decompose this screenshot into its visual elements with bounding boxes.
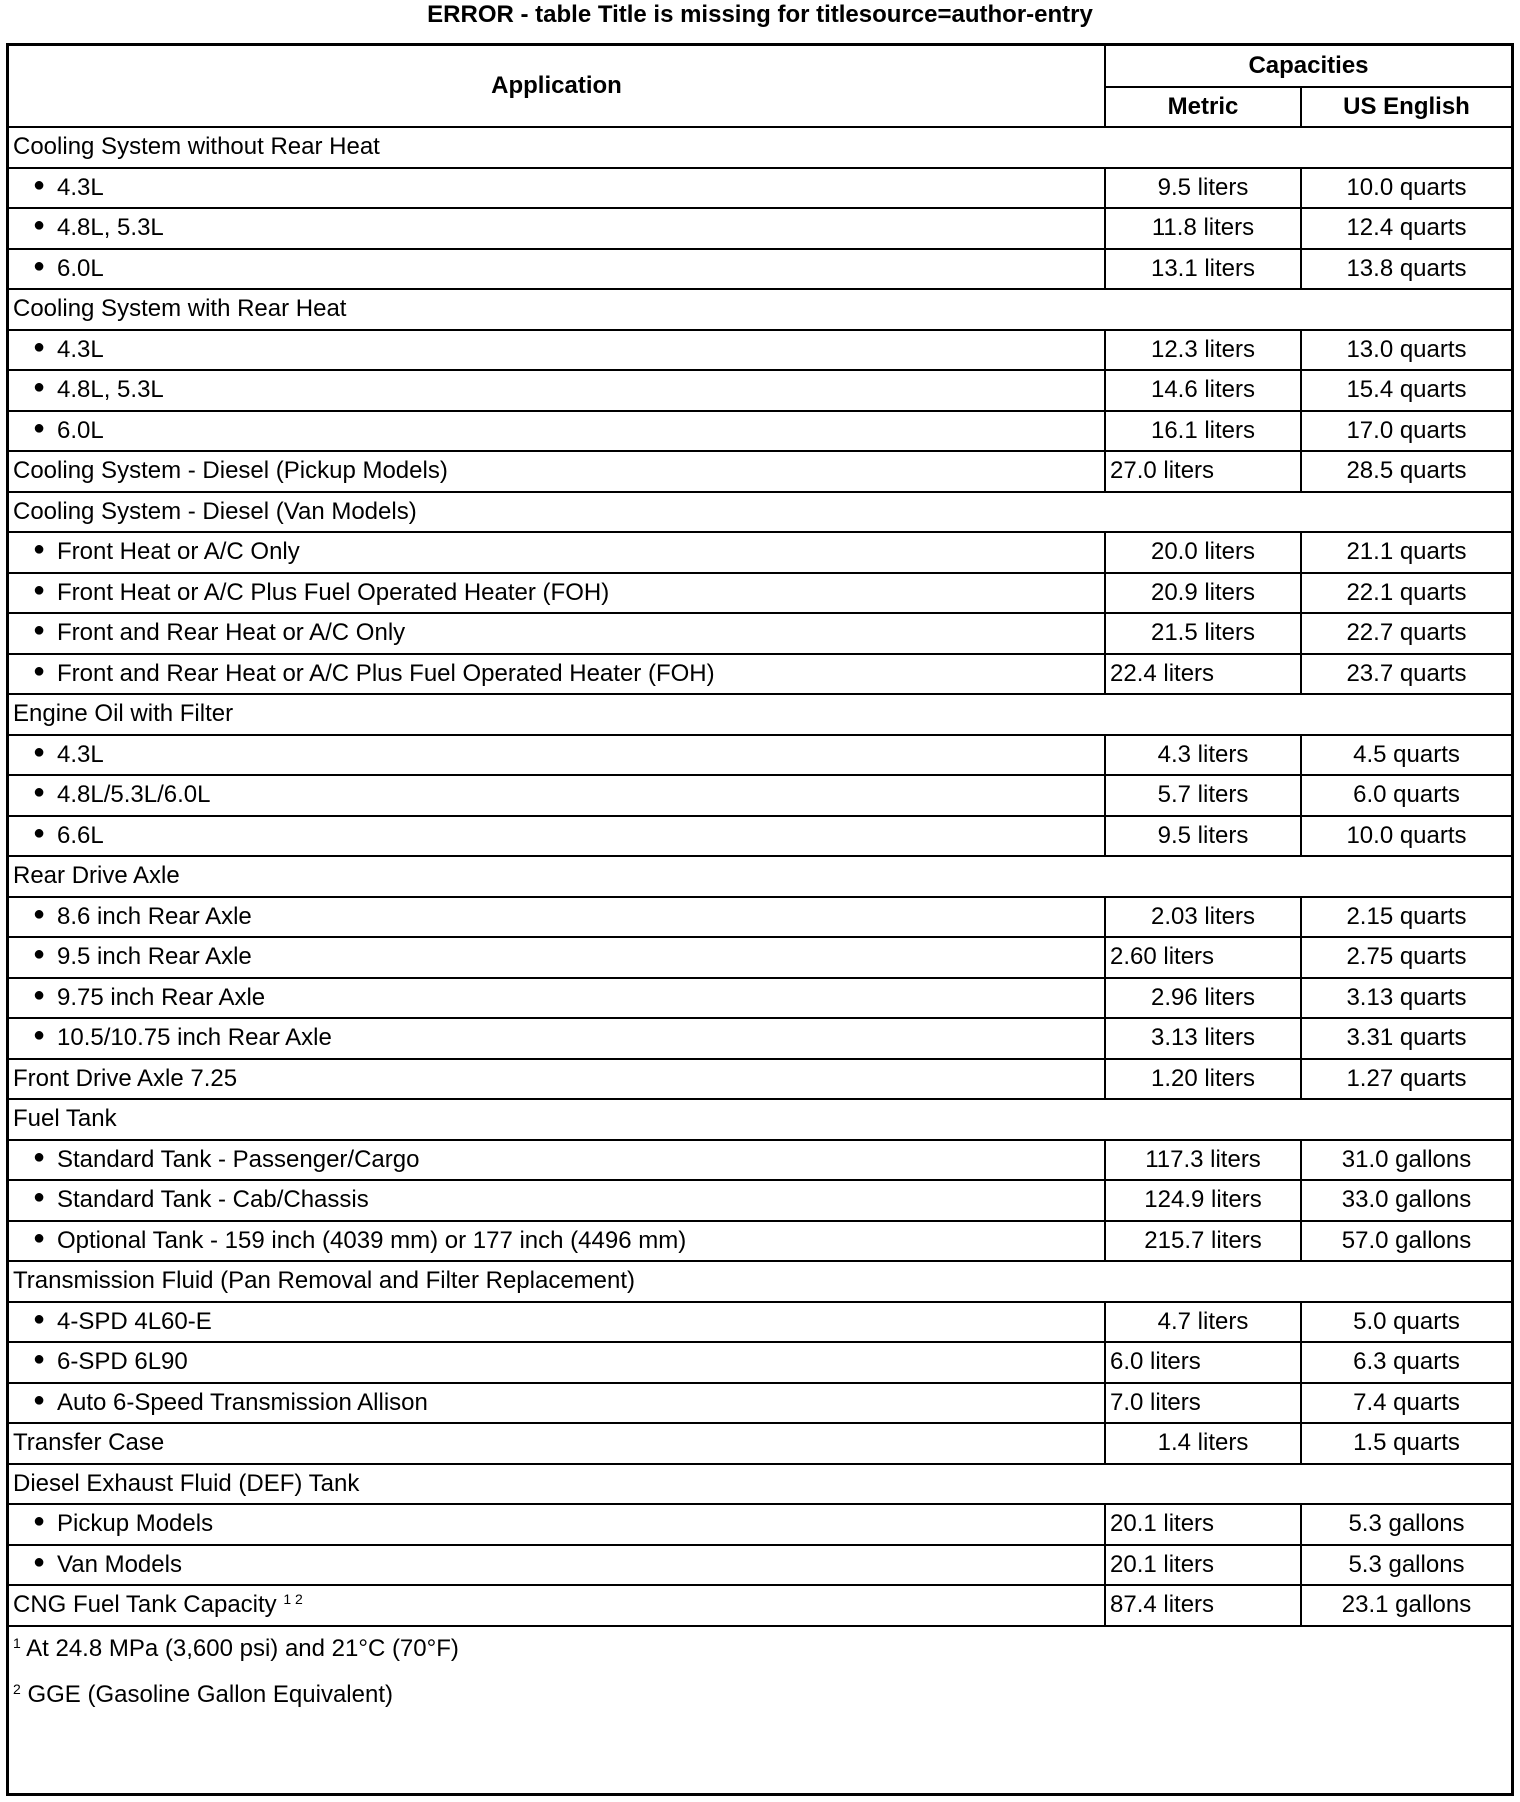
item-label: 9.5 inch Rear Axle [57, 943, 252, 971]
item-cell [9, 370, 1105, 411]
bullet-icon: ● [33, 376, 46, 399]
bullet-icon: ● [33, 1145, 46, 1168]
group-label: Transmission Fluid (Pan Removal and Filter Replacement) [9, 1261, 1511, 1302]
table-row [9, 451, 1511, 492]
bullet-icon: ● [33, 659, 46, 682]
metric-value: 9.5 liters [1105, 168, 1301, 209]
us-value: 12.4 quarts [1301, 208, 1511, 249]
metric-header: Metric [1105, 87, 1301, 128]
table-row [9, 775, 1511, 816]
table-row [9, 289, 1511, 330]
item-cell [9, 1545, 1105, 1586]
us-value: 6.3 quarts [1301, 1342, 1511, 1383]
item-label: Pickup Models [57, 1510, 214, 1538]
bullet-icon: ● [33, 1307, 46, 1330]
bullet-icon: ● [33, 983, 46, 1006]
table-row [9, 127, 1511, 168]
metric-value: 20.1 liters [1105, 1545, 1301, 1586]
item-cell [9, 168, 1105, 209]
table-row [9, 1261, 1511, 1302]
bullet-icon: ● [33, 1186, 46, 1209]
item-cell [9, 411, 1105, 452]
table-row [9, 492, 1511, 533]
table-row [9, 208, 1511, 249]
item-cell [9, 1018, 1105, 1059]
item-cell [9, 775, 1105, 816]
metric-value: 20.0 liters [1105, 532, 1301, 573]
item-cell [9, 978, 1105, 1019]
group-label [9, 1585, 1105, 1626]
footnote-row [9, 1672, 1511, 1718]
us-value: 23.1 gallons [1301, 1585, 1511, 1626]
item-cell [9, 1342, 1105, 1383]
application-header: Application [9, 46, 1105, 127]
item-label: CNG Fuel Tank Capacity [13, 1591, 277, 1619]
table-row [9, 1059, 1511, 1100]
us-value: 23.7 quarts [1301, 654, 1511, 695]
metric-value: 13.1 liters [1105, 249, 1301, 290]
group-label: Front Drive Axle 7.25 [9, 1059, 1105, 1100]
bullet-icon: ● [33, 254, 46, 277]
table-row [9, 1464, 1511, 1505]
table-row [9, 1504, 1511, 1545]
us-value: 5.0 quarts [1301, 1302, 1511, 1343]
item-label: Front and Rear Heat or A/C Plus Fuel Operated Heater (FOH) [57, 659, 715, 687]
table-row [9, 330, 1511, 371]
footnote-text: GGE (Gasoline Gallon Equivalent) [27, 1680, 393, 1708]
metric-value: 2.03 liters [1105, 897, 1301, 938]
group-label: Engine Oil with Filter [9, 694, 1511, 735]
item-cell [9, 1180, 1105, 1221]
item-label: 8.6 inch Rear Axle [57, 902, 252, 930]
group-label: Cooling System with Rear Heat [9, 289, 1511, 330]
item-cell [9, 532, 1105, 573]
metric-value: 20.1 liters [1105, 1504, 1301, 1545]
metric-value: 22.4 liters [1105, 654, 1301, 695]
us-value: 13.0 quarts [1301, 330, 1511, 371]
item-label: 4.8L/5.3L/6.0L [57, 781, 211, 809]
footnote-mark: 2 [13, 1680, 21, 1697]
metric-value: 1.20 liters [1105, 1059, 1301, 1100]
item-label: Front and Rear Heat or A/C Only [57, 619, 406, 647]
bullet-icon: ● [33, 173, 46, 196]
bullet-icon: ● [33, 335, 46, 358]
metric-value: 14.6 liters [1105, 370, 1301, 411]
group-label: Transfer Case [9, 1423, 1105, 1464]
table-row [9, 654, 1511, 695]
item-label: Van Models [57, 1550, 182, 1578]
table-row [9, 816, 1511, 857]
us-value: 17.0 quarts [1301, 411, 1511, 452]
item-label: 9.75 inch Rear Axle [57, 983, 266, 1011]
group-label: Cooling System - Diesel (Van Models) [9, 492, 1511, 533]
us-value: 57.0 gallons [1301, 1221, 1511, 1262]
bullet-icon: ● [33, 1226, 46, 1249]
us-value: 31.0 gallons [1301, 1140, 1511, 1181]
us-value: 33.0 gallons [1301, 1180, 1511, 1221]
table-row [9, 694, 1511, 735]
item-cell [9, 816, 1105, 857]
table-row [9, 1342, 1511, 1383]
us-value: 3.31 quarts [1301, 1018, 1511, 1059]
item-cell [9, 937, 1105, 978]
us-value: 1.5 quarts [1301, 1423, 1511, 1464]
bullet-icon: ● [33, 1388, 46, 1411]
footnote [9, 1626, 1511, 1672]
metric-value: 20.9 liters [1105, 573, 1301, 614]
item-cell [9, 654, 1105, 695]
metric-value: 2.96 liters [1105, 978, 1301, 1019]
table-row [9, 532, 1511, 573]
table-row [9, 1302, 1511, 1343]
group-label: Cooling System without Rear Heat [9, 127, 1511, 168]
metric-value: 16.1 liters [1105, 411, 1301, 452]
table-row [9, 856, 1511, 897]
table-row [9, 1099, 1511, 1140]
metric-value: 5.7 liters [1105, 775, 1301, 816]
us-value: 22.7 quarts [1301, 613, 1511, 654]
table-row [9, 411, 1511, 452]
us-value: 13.8 quarts [1301, 249, 1511, 290]
group-label: Cooling System - Diesel (Pickup Models) [9, 451, 1105, 492]
table-row [9, 1180, 1511, 1221]
metric-value: 27.0 liters [1105, 451, 1301, 492]
us-value: 4.5 quarts [1301, 735, 1511, 776]
table-row [9, 1018, 1511, 1059]
item-label: Auto 6-Speed Transmission Allison [57, 1388, 428, 1416]
us-value: 10.0 quarts [1301, 168, 1511, 209]
table-row [9, 370, 1511, 411]
item-label: 6.0L [57, 416, 104, 444]
item-cell [9, 573, 1105, 614]
item-cell [9, 1140, 1105, 1181]
item-label: 4.8L, 5.3L [57, 214, 164, 242]
table-row [9, 735, 1511, 776]
metric-value: 4.3 liters [1105, 735, 1301, 776]
table-row [9, 937, 1511, 978]
group-label: Fuel Tank [9, 1099, 1511, 1140]
footnote-marks: 1 2 [283, 1591, 303, 1608]
page-title: ERROR - table Title is missing for titlesource=author-entry [427, 1, 1093, 28]
bullet-icon: ● [33, 1348, 46, 1371]
us-value: 10.0 quarts [1301, 816, 1511, 857]
item-cell [9, 330, 1105, 371]
item-label: 4.3L [57, 740, 104, 768]
table-row [9, 1140, 1511, 1181]
metric-value: 6.0 liters [1105, 1342, 1301, 1383]
item-label: Optional Tank - 159 inch (4039 mm) or 177 inch (4496 mm) [57, 1226, 687, 1254]
us-value: 3.13 quarts [1301, 978, 1511, 1019]
table-row [9, 978, 1511, 1019]
metric-value: 7.0 liters [1105, 1383, 1301, 1424]
table-row [9, 897, 1511, 938]
us-value: 28.5 quarts [1301, 451, 1511, 492]
table-row [9, 573, 1511, 614]
us-english-header: US English [1301, 87, 1511, 128]
bullet-icon: ● [33, 902, 46, 925]
us-value: 2.75 quarts [1301, 937, 1511, 978]
table-row [9, 1383, 1511, 1424]
us-value: 22.1 quarts [1301, 573, 1511, 614]
table-row [9, 1585, 1511, 1626]
metric-value: 3.13 liters [1105, 1018, 1301, 1059]
footnote-text: At 24.8 MPa (3,600 psi) and 21°C (70°F) [26, 1635, 459, 1662]
footnote-mark: 1 [13, 1635, 21, 1651]
item-cell [9, 735, 1105, 776]
metric-value: 12.3 liters [1105, 330, 1301, 371]
footnote [9, 1672, 1511, 1718]
bullet-icon: ● [33, 821, 46, 844]
bullet-icon: ● [33, 538, 46, 561]
bullet-icon: ● [33, 416, 46, 439]
metric-value: 1.4 liters [1105, 1423, 1301, 1464]
table-row [9, 249, 1511, 290]
item-label: 10.5/10.75 inch Rear Axle [57, 1024, 332, 1052]
table-row [9, 1423, 1511, 1464]
capacities-table [6, 43, 1514, 1796]
us-value: 7.4 quarts [1301, 1383, 1511, 1424]
metric-value: 4.7 liters [1105, 1302, 1301, 1343]
us-value: 5.3 gallons [1301, 1504, 1511, 1545]
metric-value: 11.8 liters [1105, 208, 1301, 249]
us-value: 15.4 quarts [1301, 370, 1511, 411]
metric-value: 21.5 liters [1105, 613, 1301, 654]
item-cell [9, 1302, 1105, 1343]
us-value: 5.3 gallons [1301, 1545, 1511, 1586]
us-value: 2.15 quarts [1301, 897, 1511, 938]
capacities-header: Capacities [1105, 46, 1511, 87]
item-label: 4-SPD 4L60-E [57, 1307, 212, 1335]
metric-value: 117.3 liters [1105, 1140, 1301, 1181]
item-cell [9, 897, 1105, 938]
bullet-icon: ● [33, 943, 46, 966]
item-label: 4.3L [57, 173, 104, 201]
item-label: Standard Tank - Cab/Chassis [57, 1186, 369, 1214]
item-label: 6.6L [57, 821, 104, 849]
item-label: 6-SPD 6L90 [57, 1348, 188, 1376]
bullet-icon: ● [33, 1510, 46, 1533]
bullet-icon: ● [33, 214, 46, 237]
item-label: Front Heat or A/C Plus Fuel Operated Heater (FOH) [57, 578, 610, 606]
us-value: 1.27 quarts [1301, 1059, 1511, 1100]
metric-value: 215.7 liters [1105, 1221, 1301, 1262]
item-label: Standard Tank - Passenger/Cargo [57, 1145, 420, 1173]
bullet-icon: ● [33, 1550, 46, 1573]
metric-value: 124.9 liters [1105, 1180, 1301, 1221]
item-cell [9, 249, 1105, 290]
item-cell [9, 1504, 1105, 1545]
us-value: 6.0 quarts [1301, 775, 1511, 816]
us-value: 21.1 quarts [1301, 532, 1511, 573]
item-label: Front Heat or A/C Only [57, 538, 300, 566]
item-cell [9, 1221, 1105, 1262]
footnote-row [9, 1626, 1511, 1672]
group-label: Diesel Exhaust Fluid (DEF) Tank [9, 1464, 1511, 1505]
table-row [9, 1545, 1511, 1586]
bullet-icon: ● [33, 619, 46, 642]
bullet-icon: ● [33, 1024, 46, 1047]
bullet-icon: ● [33, 781, 46, 804]
table-row [9, 1221, 1511, 1262]
item-label: 4.3L [57, 335, 104, 363]
item-label: 6.0L [57, 254, 104, 282]
metric-value: 2.60 liters [1105, 937, 1301, 978]
bullet-icon: ● [33, 740, 46, 763]
bullet-icon: ● [33, 578, 46, 601]
item-cell [9, 1383, 1105, 1424]
item-cell [9, 613, 1105, 654]
table-row [9, 613, 1511, 654]
item-label: 4.8L, 5.3L [57, 376, 164, 404]
item-cell [9, 208, 1105, 249]
group-label: Rear Drive Axle [9, 856, 1511, 897]
metric-value: 9.5 liters [1105, 816, 1301, 857]
table-row [9, 168, 1511, 209]
metric-value: 87.4 liters [1105, 1585, 1301, 1626]
